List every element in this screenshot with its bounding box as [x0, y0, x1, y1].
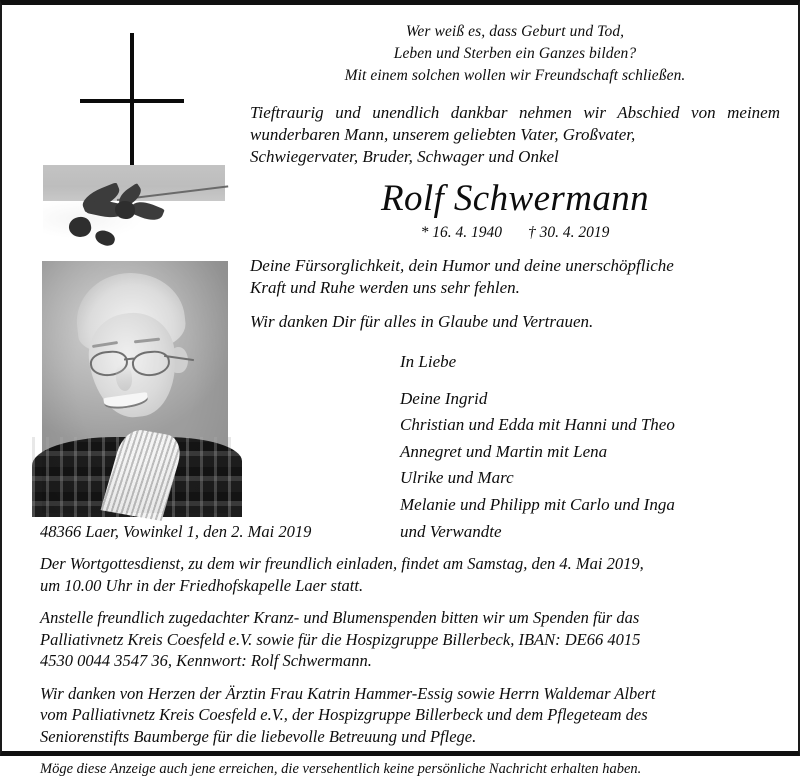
service-line: Der Wortgottesdienst, zu dem wir freundlich einladen, findet am Samstag, den 4. Mai 2019,: [40, 554, 644, 574]
introduction-text-last-line: Schwiegervater, Bruder, Schwager und Onkel: [250, 147, 559, 167]
verse-line: Leben und Sterben ein Ganzes bilden?: [393, 45, 637, 62]
tribute-text: Deine Fürsorglichkeit, dein Humor und deine unerschöpfliche: [250, 256, 674, 276]
tribute-text-last-line: Kraft und Ruhe werden uns sehr fehlen.: [250, 278, 520, 298]
deceased-name: Rolf Schwermann: [380, 178, 650, 220]
portrait-vignette: [42, 261, 228, 513]
thanks-paragraph: Wir danken Dir für alles in Glaube und Vertrauen.: [250, 312, 594, 332]
death-date: † 30. 4. 2019: [528, 224, 610, 242]
obituary-text-column: [250, 21, 780, 545]
verse-line: Wer weiß es, dass Geburt und Tod,: [405, 23, 625, 40]
service-details: [40, 553, 780, 596]
family-member-line: und Verwandte: [400, 521, 502, 541]
family-member-line: Annegret und Martin mit Lena: [400, 441, 608, 461]
donations-line: Anstelle freundlich zugedachter Kranz- und Blumenspenden bitten wir um Spenden für das: [40, 608, 640, 628]
donations-details: [40, 607, 780, 671]
gratitude-details: [40, 683, 780, 747]
donations-line: Palliativnetz Kreis Coesfeld e.V. sowie für die Hospizgruppe Billerbeck, IBAN: DE66 4015: [40, 629, 641, 649]
life-dates: [250, 224, 780, 242]
birth-date: * 16. 4. 1940: [420, 224, 502, 242]
family-member-line: Deine Ingrid: [400, 388, 488, 408]
rose-petal: [115, 201, 135, 219]
gratitude-line: Seniorenstifts Baumberge für die liebevolle Betreuung und Pflege.: [40, 726, 477, 746]
service-line: um 10.00 Uhr in der Friedhofskapelle Laer statt.: [40, 575, 364, 595]
gratitude-line: vom Palliativnetz Kreis Coesfeld e.V., der Hospizgruppe Billerbeck und dem Pflegeteam des: [40, 705, 648, 725]
family-block: [250, 349, 780, 545]
family-member-line: Melanie und Philipp mit Carlo und Inga: [400, 494, 675, 514]
introduction-text: Tieftraurig und unendlich dankbar nehmen wir Abschied von meinem wunderbaren Mann, unserem geliebten Vater, Großvater,: [250, 103, 780, 145]
imagery-column: [30, 13, 240, 513]
family-member-line: Christian und Edda mit Hanni und Theo: [400, 415, 675, 435]
verse-line: Mit einem solchen wollen wir Freundschaft schließen.: [344, 67, 686, 84]
place-and-date: 48366 Laer, Vowinkel 1, den 2. Mai 2019: [40, 522, 312, 541]
tribute-paragraph: [250, 255, 780, 299]
gratitude-line: Wir danken von Herzen der Ärztin Frau Katrin Hammer-Essig sowie Herrn Waldemar Albert: [40, 683, 656, 703]
closing-phrase: In Liebe: [400, 352, 457, 372]
portrait-photo: [42, 261, 228, 513]
family-member-line: Ulrike und Marc: [400, 468, 514, 488]
donations-line: 4530 0044 3547 36, Kennwort: Rolf Schwermann.: [40, 651, 372, 671]
cross-horizontal-bar: [80, 99, 184, 103]
verse-block: [250, 21, 780, 87]
introduction-paragraph: [250, 102, 780, 168]
obituary-footer: [40, 521, 780, 779]
rose-image: [43, 165, 225, 251]
general-notice: Möge diese Anzeige auch jene erreichen, die versehentlich keine persönliche Nachricht erhalten haben.: [40, 760, 642, 777]
